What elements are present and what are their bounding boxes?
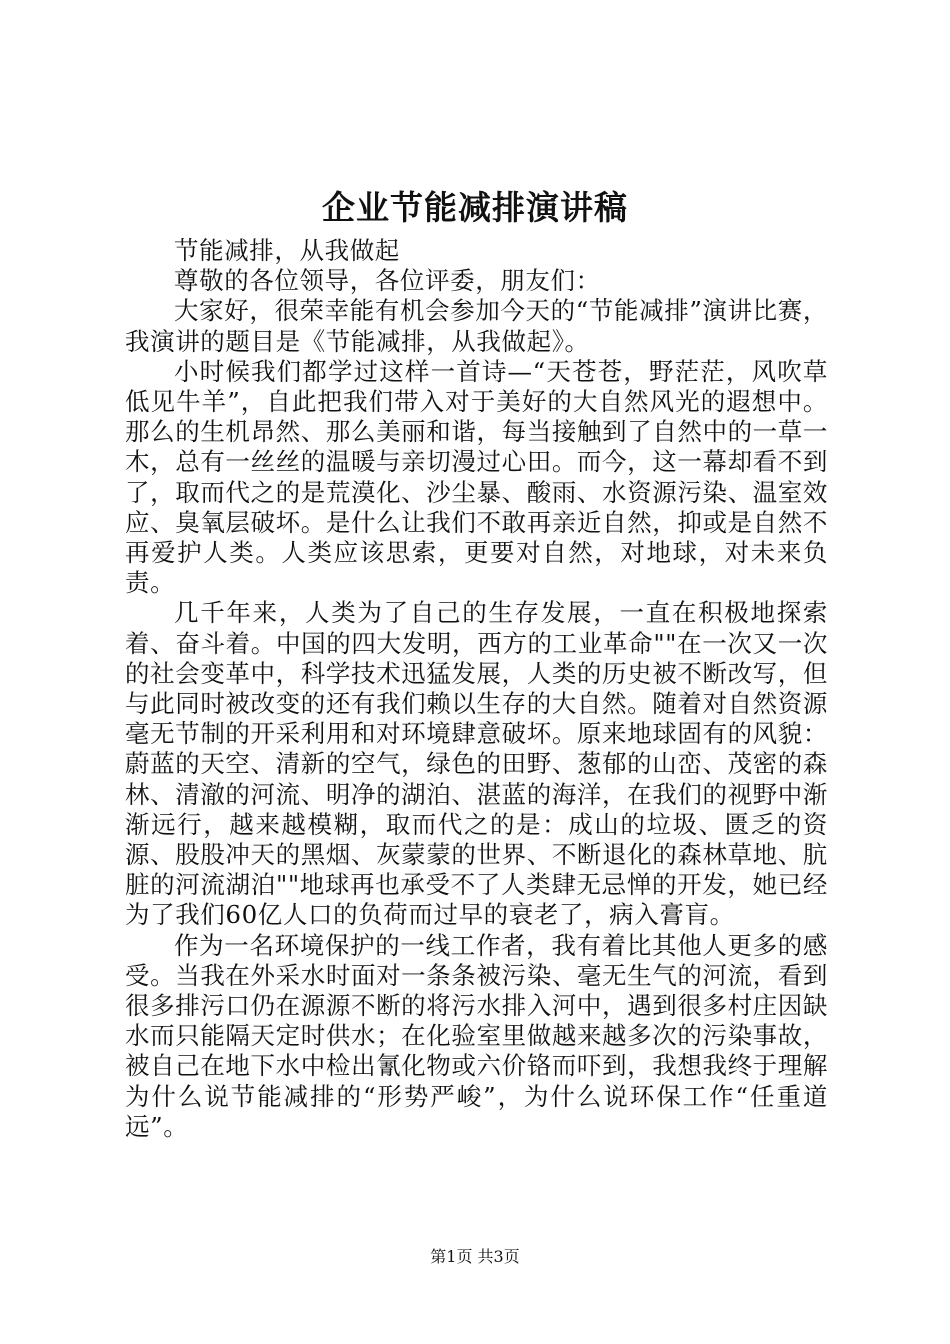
document-title: 企业节能减排演讲稿 xyxy=(322,188,628,227)
paragraph-subtitle: 节能减排，从我做起 xyxy=(174,236,400,265)
paragraph-experience: 作为一名环境保护的一线工作者，我有着比其他人更多的感受。当我在外采水时面对一条条被污染、毫无生气的河流，看到很多排污口仍在源源不断的将污水排入河中，遇到很多村庄因缺水而只能隔天定时供水；在化验室里做越来越多次的污染事故，被自己在地下水中检出氰化物或六价铬而吓到，我想我终于理解为什么说节能减排的“形势严峻”，为什么说环保工作“任重道远”。 xyxy=(125,930,828,1141)
paragraph-intro: 大家好，很荣幸能有机会参加今天的“节能减排”演讲比赛，我演讲的题目是《节能减排，从我做起》。 xyxy=(125,296,828,356)
page-footer: 第1页 共3页 xyxy=(430,1247,520,1266)
paragraph-childhood: 小时候我们都学过这样一首诗—“天苍苍，野茫茫，风吹草低见牛羊”，自此把我们带入对于美好的大自然风光的遐想中。那么的生机昂然、那么美丽和谐，每当接触到了自然中的一草一木，总有一丝丝的温暖与亲切漫过心田。而今，这一幕却看不到了，取而代之的是荒漠化、沙尘暴、酸雨、水资源污染、温室效应、臭氧层破坏。是什么让我们不敢再亲近自然，抑或是自然不再爱护人类。人类应该思索，更要对自然，对地球，对未来负责。 xyxy=(125,356,828,598)
paragraph-greeting: 尊敬的各位领导，各位评委，朋友们： xyxy=(174,266,601,296)
paragraph-history: 几千年来，人类为了自己的生存发展，一直在积极地探索着、奋斗着。中国的四大发明，西方的工业革命""在一次又一次的社会变革中，科学技术迅猛发展，人类的历史被不断改写，但与此同时被改变的还有我们赖以生存的大自然。随着对自然资源毫无节制的开采利用和对环境肆意破坏。原来地球固有的风貌：蔚蓝的天空、清新的空气，绿色的田野、葱郁的山峦、茂密的森林、清澈的河流、明净的湖泊、湛蓝的海洋，在我们的视野中渐渐远行，越来越模糊，取而代之的是：成山的垃圾、匮乏的资源、股股冲天的黑烟、灰蒙蒙的世界、不断退化的森林草地、肮脏的河流湖泊""地球再也承受不了人类肆无忌惮的开发，她已经为了我们60亿人口的负荷而过早的衰老了，病入膏肓。 xyxy=(125,598,828,930)
document-body xyxy=(125,236,828,1142)
